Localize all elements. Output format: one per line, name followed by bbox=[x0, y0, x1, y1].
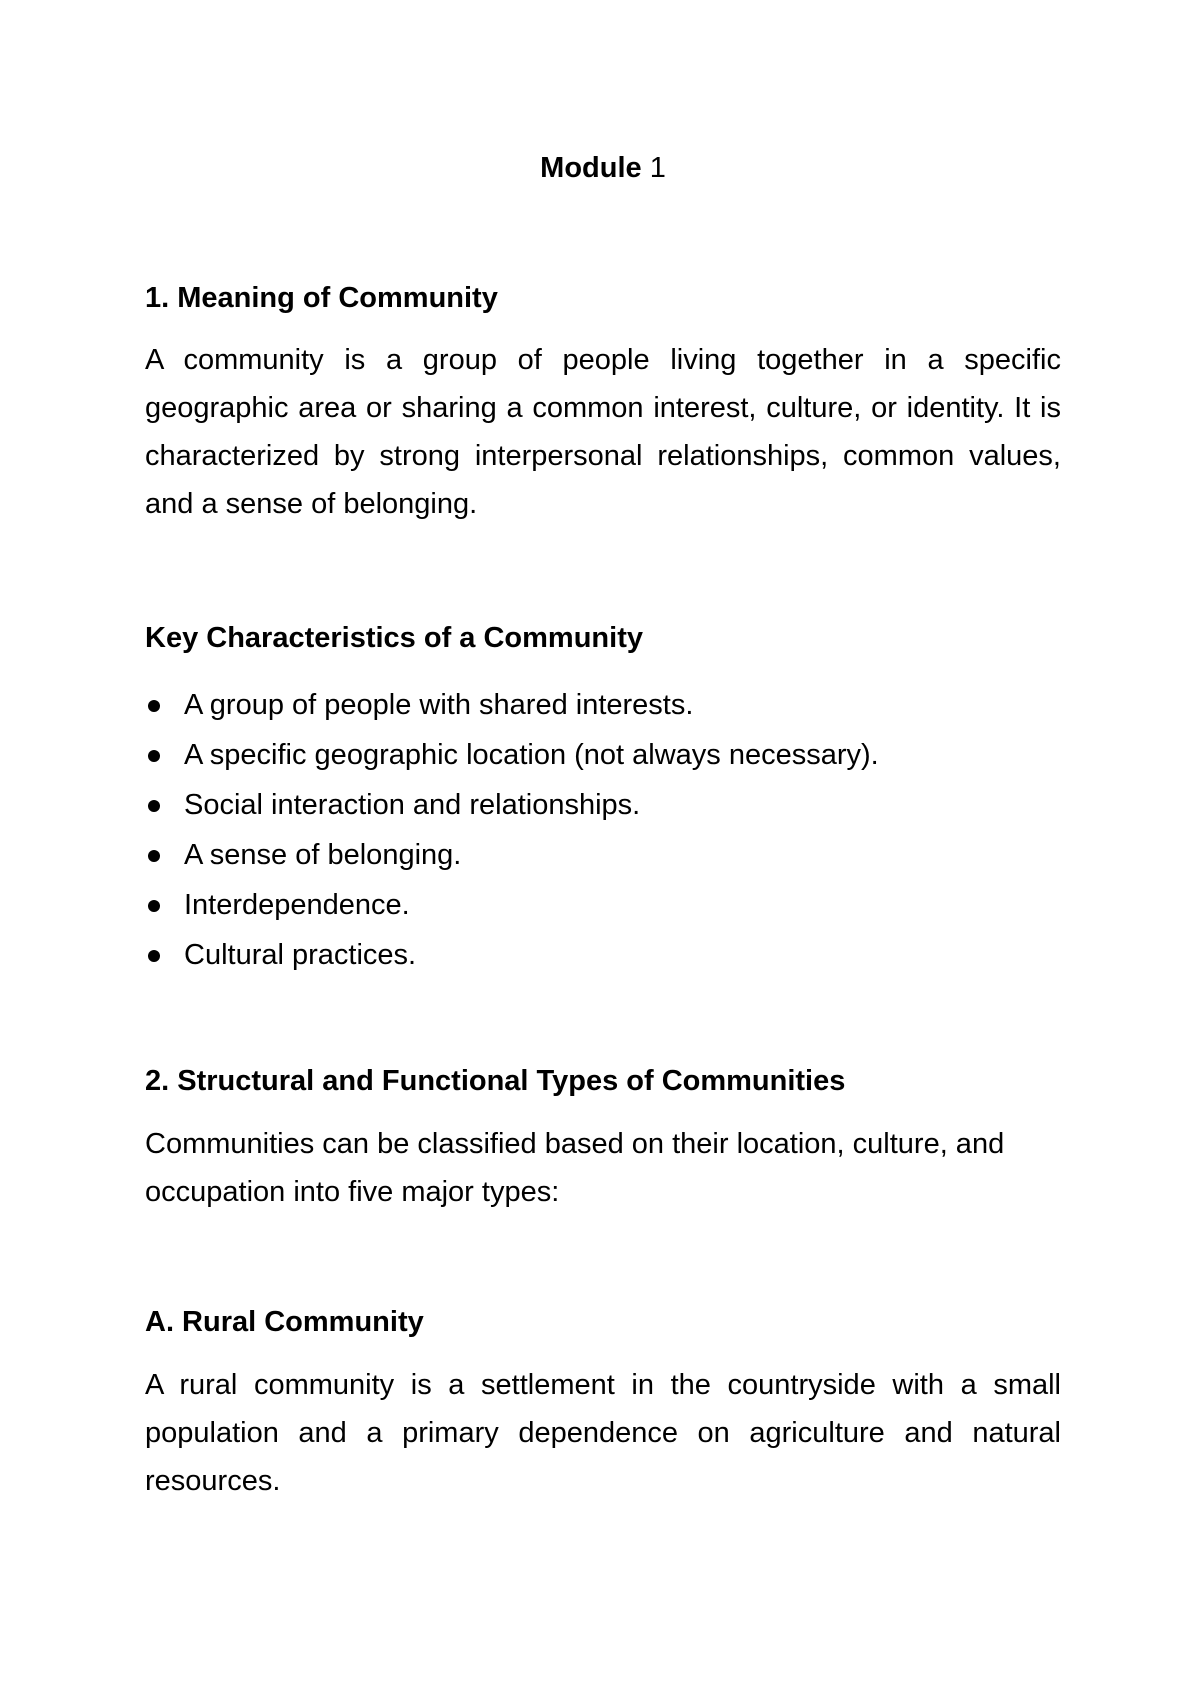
list-item bbox=[145, 930, 1061, 980]
bullet-icon bbox=[148, 800, 160, 812]
bullet-icon bbox=[148, 950, 160, 962]
list-item bbox=[145, 780, 1061, 830]
list-item-text: Cultural practices. bbox=[184, 939, 417, 971]
types-paragraph: Communities can be classified based on their location, culture, and occupation into five major types: bbox=[145, 1128, 1005, 1208]
list-item-text: Social interaction and relationships. bbox=[184, 789, 641, 821]
list-item-text: A group of people with shared interests. bbox=[184, 689, 694, 721]
list-item-text: A sense of belonging. bbox=[184, 839, 462, 871]
rural-paragraph: A rural community is a settlement in the countryside with a small population and a primary dependence on agriculture and natural resources. bbox=[145, 1369, 1061, 1497]
title-word: Module bbox=[540, 152, 642, 184]
section-heading-rural: A. Rural Community bbox=[145, 1306, 424, 1338]
key-characteristics-heading: Key Characteristics of a Community bbox=[145, 622, 643, 654]
list-item bbox=[145, 880, 1061, 930]
list-item bbox=[145, 830, 1061, 880]
section-heading-types: 2. Structural and Functional Types of Communities bbox=[145, 1065, 846, 1097]
list-item bbox=[145, 680, 1061, 730]
bullet-icon bbox=[148, 900, 160, 912]
list-item-text: Interdependence. bbox=[184, 889, 410, 921]
section-heading-meaning: 1. Meaning of Community bbox=[145, 282, 498, 314]
characteristics-list bbox=[145, 680, 1061, 980]
list-item bbox=[145, 730, 1061, 780]
page-title bbox=[145, 148, 1061, 188]
bullet-icon bbox=[148, 850, 160, 862]
bullet-icon bbox=[148, 700, 160, 712]
meaning-paragraph: A community is a group of people living together in a specific geographic area or sharing a common interest, culture, or identity. It is characterized by strong interpersonal relationships, common values, and a sense of belonging. bbox=[145, 344, 1061, 520]
title-number: 1 bbox=[641, 152, 666, 184]
bullet-icon bbox=[148, 750, 160, 762]
list-item-text: A specific geographic location (not always necessary). bbox=[184, 739, 879, 771]
